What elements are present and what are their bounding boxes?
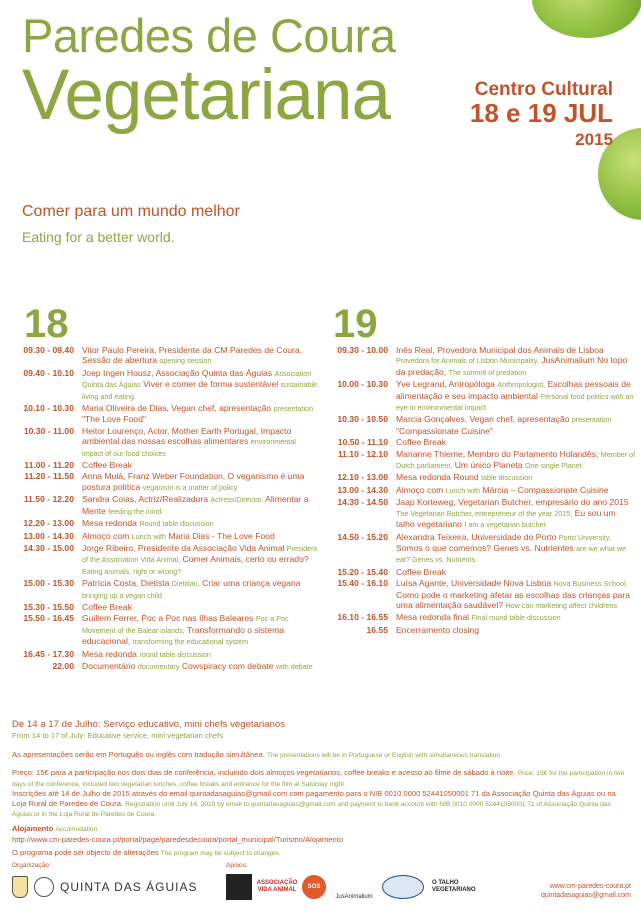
schedule-row xyxy=(2,518,318,529)
website-link[interactable]: www.cm-paredes-coura.pt xyxy=(549,883,631,890)
event-time: 14.30 - 15.00 xyxy=(23,542,74,553)
event-description xyxy=(396,379,636,413)
event-text: JusAnimalium No topo da predação, xyxy=(396,355,628,377)
event-description xyxy=(82,613,318,647)
contact-email[interactable]: quintadasaguias@gmail.com xyxy=(541,892,631,899)
lodging-url[interactable]: http://www.cm-paredes-coura.pt/portal/page/paredesdecoura/portal_municipal/Turismo/Alojamento xyxy=(12,834,344,844)
event-translation: round table discussion xyxy=(139,649,211,659)
event-translation: presentation xyxy=(571,415,612,425)
event-description xyxy=(82,403,318,425)
changes-pt: O programa pode ser objecto de alterações xyxy=(12,848,159,857)
event-translation: bringing up a vegan child xyxy=(82,590,162,600)
event-time: 11.10 - 12.10 xyxy=(337,448,388,459)
event-translation: opening session xyxy=(159,356,212,366)
event-time: 12.10 - 13.00 xyxy=(337,472,388,483)
event-text: Cowspiracy com debate xyxy=(181,660,274,671)
event-translation: table discussion xyxy=(481,473,533,483)
schedule-row xyxy=(320,472,636,483)
venue-name: Centro Cultural xyxy=(474,79,613,100)
event-translation: The summit of predation xyxy=(448,367,527,377)
event-translation: Member of Dutch parliament, xyxy=(396,449,636,471)
event-translation: presentation xyxy=(273,404,314,414)
event-description xyxy=(396,449,636,472)
event-time: 10.30 - 10.50 xyxy=(337,414,388,425)
event-translation: Provedora for Animals of Lisbon Municipality, xyxy=(396,356,539,366)
event-time: 16.45 - 17.30 xyxy=(23,648,74,659)
event-text: Marcia Gonçalves, Vegan chef, apresentação xyxy=(396,414,570,425)
registration-en: Registration until July 14, 2015 by email to quintadasaguias@gmail.com and payment to bank account with NIB 0010 0000 52441050001 71 of Associação Quinta das Águias or in the Loja Rural de Paredes de Coura. xyxy=(12,800,611,819)
event-text: Almoço com xyxy=(82,530,130,541)
schedule-row xyxy=(320,532,636,566)
event-time: 16.10 - 16.55 xyxy=(337,612,388,623)
apple-top-decoration xyxy=(532,0,641,38)
event-translation: I am a vegetarian butcher xyxy=(464,520,546,530)
organizer-logos xyxy=(12,872,197,902)
event-translation: environmental impact of our food choices xyxy=(82,437,296,458)
languages-note xyxy=(12,750,630,761)
registration-pt: Inscrições até 14 de Julho de 2015 através do email quintadasaguias@gmail.com com pagamento para o NIB 0010 0000 52441050001 71 da Associação Quinta das Águias ou na Loja Rural de Paredes de Coura. xyxy=(12,789,616,808)
event-time: 09.40 - 10.10 xyxy=(23,367,74,378)
event-text: Alexandra Teixeira, Universidade do Porto xyxy=(396,531,557,542)
event-translation: with debate xyxy=(275,661,313,671)
event-text: Como pode o marketing afetar as escolhas das crianças para uma alimentação saudável? xyxy=(396,589,631,610)
event-text: Mesa redonda xyxy=(82,518,137,529)
seal-icon xyxy=(34,877,54,897)
schedule-row xyxy=(2,403,318,425)
schedule-row xyxy=(2,649,318,660)
event-time: 15.40 - 16.10 xyxy=(337,578,388,589)
event-description xyxy=(396,625,636,635)
event-text: Joep Ingen Housz, Associação Quinta das Águias xyxy=(82,367,273,378)
event-description xyxy=(396,485,636,496)
changes-en: The program may be subject to changes. xyxy=(160,850,281,857)
support-logos xyxy=(226,872,490,902)
jusanimalium-logo: JusAnimalium xyxy=(335,894,373,900)
venue-block xyxy=(470,80,613,149)
registration-note xyxy=(12,789,630,820)
event-translation: Lunch with xyxy=(445,485,481,495)
event-text: Comer Animais, certo ou errado? xyxy=(182,554,309,565)
education-pt: De 14 a 17 de Julho: Serviço educativo, mini chefs vegetarianos xyxy=(12,719,286,730)
event-description xyxy=(82,368,318,402)
event-time: 16.55 xyxy=(366,624,388,635)
event-text: Maria Oliveira de Dias, Vegan chef, apresentação xyxy=(82,403,272,414)
schedule-row xyxy=(320,414,636,436)
event-description xyxy=(82,649,318,660)
vida-animal-logo: ASSOCIAÇÃO VIDA ANIMAL xyxy=(256,880,298,893)
event-time: 10.10 - 10.30 xyxy=(23,403,74,414)
event-translation: feeding the mind xyxy=(108,506,162,516)
event-text: Vitor Paulo Pereira, Presidente da CM Paredes de Coura, Sessão de abertura xyxy=(82,345,303,366)
event-text: Márcia – Compassionate Cuisine xyxy=(482,484,609,495)
event-translation: documentary xyxy=(137,661,180,671)
event-time: 09.30 - 09.40 xyxy=(23,345,74,355)
event-description xyxy=(396,578,636,611)
event-text: Marianne Thieme, Membro do Parlamento Holandês, xyxy=(396,448,599,459)
event-text: Viver e comer de forma sustentável xyxy=(143,379,279,390)
schedule-row xyxy=(2,531,318,542)
event-time: 12.20 - 13.00 xyxy=(23,518,74,529)
event-translation: are we what we eat? Genes vs. Nutrients xyxy=(396,543,627,565)
event-translation: Nova Business School, xyxy=(553,579,628,589)
schedule-row xyxy=(2,543,318,577)
event-text: Encerramento closing xyxy=(396,624,480,635)
event-description xyxy=(396,345,636,378)
event-translation: One single Planet xyxy=(524,461,582,471)
event-translation: Round table discussion xyxy=(139,519,214,529)
schedule-row xyxy=(2,613,318,647)
event-translation: How can marketing affect childrens xyxy=(505,600,618,610)
event-time: 09.30 - 10.00 xyxy=(337,345,388,355)
price-en: Price: 15€ for the participation in two days of the conference, included two vegetarian lunches, coffee breaks and entrance for the film at Saturday night. xyxy=(12,770,625,788)
event-text: "Compassionate Cuisine" xyxy=(396,425,493,436)
education-en: From 14 to 17 of July: Educative service, mini vegetarian chefs xyxy=(12,731,224,740)
event-description xyxy=(396,414,636,436)
event-text: Almoço com xyxy=(396,484,444,495)
organizer-logo-name: QUINTA DAS ÁGUIAS xyxy=(60,880,198,894)
schedule-row xyxy=(320,567,636,577)
schedule-row xyxy=(320,437,636,447)
event-text: Coffee Break xyxy=(396,437,447,448)
event-description xyxy=(82,543,318,577)
event-text: Alimentar a Mente xyxy=(82,494,309,516)
event-translation: Porto University, xyxy=(558,532,611,542)
event-time: 22.00 xyxy=(52,660,74,671)
event-translation: Association Quinta das Águias xyxy=(82,368,312,390)
price-pt: Preço: 15€ para a participação nos dois dias de conferência, incluindo dois almoços vegetarianos, coffee breaks e acesso ao filme de sábado à noite. xyxy=(12,768,516,777)
schedule-row xyxy=(320,612,636,623)
changes-note xyxy=(12,848,630,859)
event-description xyxy=(82,578,318,601)
languages-pt: As apresentações serão em Português ou inglês com tradução simultânea. xyxy=(12,750,265,759)
day-18-schedule xyxy=(2,345,318,673)
event-text: Coffee Break xyxy=(82,601,133,612)
day-19-schedule xyxy=(320,345,636,636)
event-text: Yve Legrand, Antropóloga xyxy=(396,379,495,390)
lodging-title: Alojamento xyxy=(12,824,54,833)
event-translation: Lunch with xyxy=(131,531,167,541)
title-line1: Paredes de Coura xyxy=(22,9,396,62)
schedule-row xyxy=(320,345,636,378)
slogan-en: Eating for a better world. xyxy=(22,229,175,245)
event-translation: Personal food politics with an eye to environmental impact xyxy=(396,391,634,413)
event-description xyxy=(82,661,318,672)
event-time: 10.30 - 11.00 xyxy=(23,425,74,436)
event-translation: Eating animals, right or wrong? xyxy=(82,566,182,576)
price-note xyxy=(12,768,630,789)
support-label: Apoios: xyxy=(226,862,248,869)
event-text: Jorge Ribeiro, Presidente da Associação Vida Animal xyxy=(82,542,285,553)
event-text: Mesa redonda final xyxy=(396,612,470,623)
event-text: Heitor Lourenço, Actor, Mother Earth Portugal, Impacto ambiental das nossas escolhas alimentares xyxy=(82,425,292,447)
schedule-row xyxy=(320,625,636,635)
event-translation: Anthropologist, xyxy=(497,380,546,390)
schedule-row xyxy=(320,379,636,413)
event-text: Criar uma criança vegana xyxy=(202,578,301,589)
event-translation: Dietitian, xyxy=(171,579,200,589)
event-description xyxy=(82,471,318,493)
event-description xyxy=(82,518,318,529)
day-18-label: 18 xyxy=(24,302,69,346)
event-description xyxy=(396,532,636,566)
event-text: Luísa Agante, Universidade Nova Lisboa xyxy=(396,578,552,589)
event-time: 15.20 - 15.40 xyxy=(337,566,388,577)
event-year: 2015 xyxy=(575,130,613,150)
event-description xyxy=(396,437,636,447)
event-description xyxy=(82,531,318,542)
cat-logo-icon xyxy=(226,874,252,900)
event-text: Mesa redonda xyxy=(82,648,137,659)
event-time: 14.30 - 14.50 xyxy=(337,497,388,508)
schedule-row xyxy=(320,449,636,472)
event-time: 10.00 - 10.30 xyxy=(337,379,388,390)
event-text: Maria Dias - The Love Food xyxy=(168,530,275,541)
lodging-block xyxy=(12,824,630,844)
event-translation: The Vegetarian Butcher, entrepreneur of the year 2015, xyxy=(396,508,573,518)
event-text: Eu sou um talho vegetariano xyxy=(396,507,616,530)
schedule-row xyxy=(2,345,318,367)
event-description xyxy=(396,612,636,623)
contact-block xyxy=(541,882,631,900)
lodging-sub: Accomodation xyxy=(55,826,98,833)
event-translation: transforming the educational system xyxy=(132,637,249,647)
schedule-row xyxy=(2,602,318,612)
event-text: Inês Real, Provedora Municipal dos Animais de Lisboa xyxy=(396,345,604,355)
event-description xyxy=(396,497,636,530)
event-text: Somos o que comemos? Genes vs. Nutrientes xyxy=(396,542,574,553)
event-text: Anna Mulà, Franz Weber Foundation, O veganismo é uma postura política xyxy=(82,471,305,492)
event-time: 15.30 - 15.50 xyxy=(23,601,74,612)
event-time: 13.00 - 14.30 xyxy=(337,484,388,495)
event-text: Transformando o sistema educacional, xyxy=(82,624,285,647)
event-text: Documentário xyxy=(82,660,136,671)
event-text: Coffee Break xyxy=(82,460,133,471)
event-description xyxy=(82,345,318,367)
event-text: Um único Planeta xyxy=(454,460,523,471)
event-description xyxy=(82,460,318,470)
event-time: 15.50 - 16.45 xyxy=(23,613,74,624)
event-description xyxy=(82,426,318,459)
event-time: 11.20 - 11.50 xyxy=(24,471,74,482)
schedule-row xyxy=(320,578,636,611)
event-text: Sandra Coias, Actriz/Realizadora xyxy=(82,494,209,505)
municipality-crest-icon xyxy=(12,876,28,898)
event-dates: 18 e 19 JUL xyxy=(469,97,613,128)
event-translation: President of the Association Vida Animal, xyxy=(82,543,318,565)
schedule-row xyxy=(2,661,318,672)
event-text: "The Love Food" xyxy=(82,414,146,425)
event-translation: veganism is a matter of policy xyxy=(142,482,238,492)
event-translation: Poc a Poc Movement of the Balear islands, xyxy=(82,614,289,635)
organizer-label: Organização: xyxy=(12,862,51,869)
languages-en: The presentations will be in Portuguese or English with simultaneous translation. xyxy=(266,752,502,759)
event-description xyxy=(82,494,318,517)
event-text: Jaap Korteweg, Vegetarian Butcher, empresário do ano 2015 xyxy=(396,497,629,508)
schedule-row xyxy=(2,578,318,601)
slogan-pt: Comer para um mundo melhor xyxy=(22,203,240,220)
event-time: 11.00 - 11.20 xyxy=(24,460,74,471)
event-text: Coffee Break xyxy=(396,566,447,577)
schedule-row xyxy=(2,460,318,470)
sos-logo: SOS xyxy=(302,875,326,899)
schedule-row xyxy=(2,368,318,402)
event-time: 10.50 - 11.10 xyxy=(337,437,388,448)
event-text: Patrícia Costa, Dietista xyxy=(82,578,170,589)
event-translation: sustainable living and eating xyxy=(82,380,317,401)
event-text: Guillem Ferrer, Poc a Poc nas Ilhas Baleares xyxy=(82,613,254,624)
event-time: 15.00 - 15.30 xyxy=(23,578,74,589)
event-description xyxy=(82,602,318,612)
event-translation: Actress/Director, xyxy=(210,495,264,505)
event-description xyxy=(396,472,636,483)
event-time: 11.50 - 12.20 xyxy=(23,494,74,505)
schedule-row xyxy=(2,426,318,459)
schedule-row xyxy=(2,471,318,493)
foundation-logo-icon xyxy=(382,875,424,899)
day-19-label: 19 xyxy=(333,302,378,346)
schedule-row xyxy=(2,494,318,517)
title-line2: Vegetariana xyxy=(22,56,390,135)
event-time: 14.50 - 15.20 xyxy=(337,531,388,542)
event-description xyxy=(396,567,636,577)
talho-vegetariano-logo: O TALHO VEGETARIANO xyxy=(432,880,476,893)
event-text: Escolhas pessoais de alimentação e seu impacto ambiental xyxy=(396,379,631,401)
event-text: Mesa redonda Round xyxy=(396,472,479,483)
schedule-row xyxy=(320,497,636,530)
event-time: 13.00 - 14.30 xyxy=(23,530,74,541)
schedule-row xyxy=(320,485,636,496)
event-translation: Final round table discussion xyxy=(471,613,561,623)
